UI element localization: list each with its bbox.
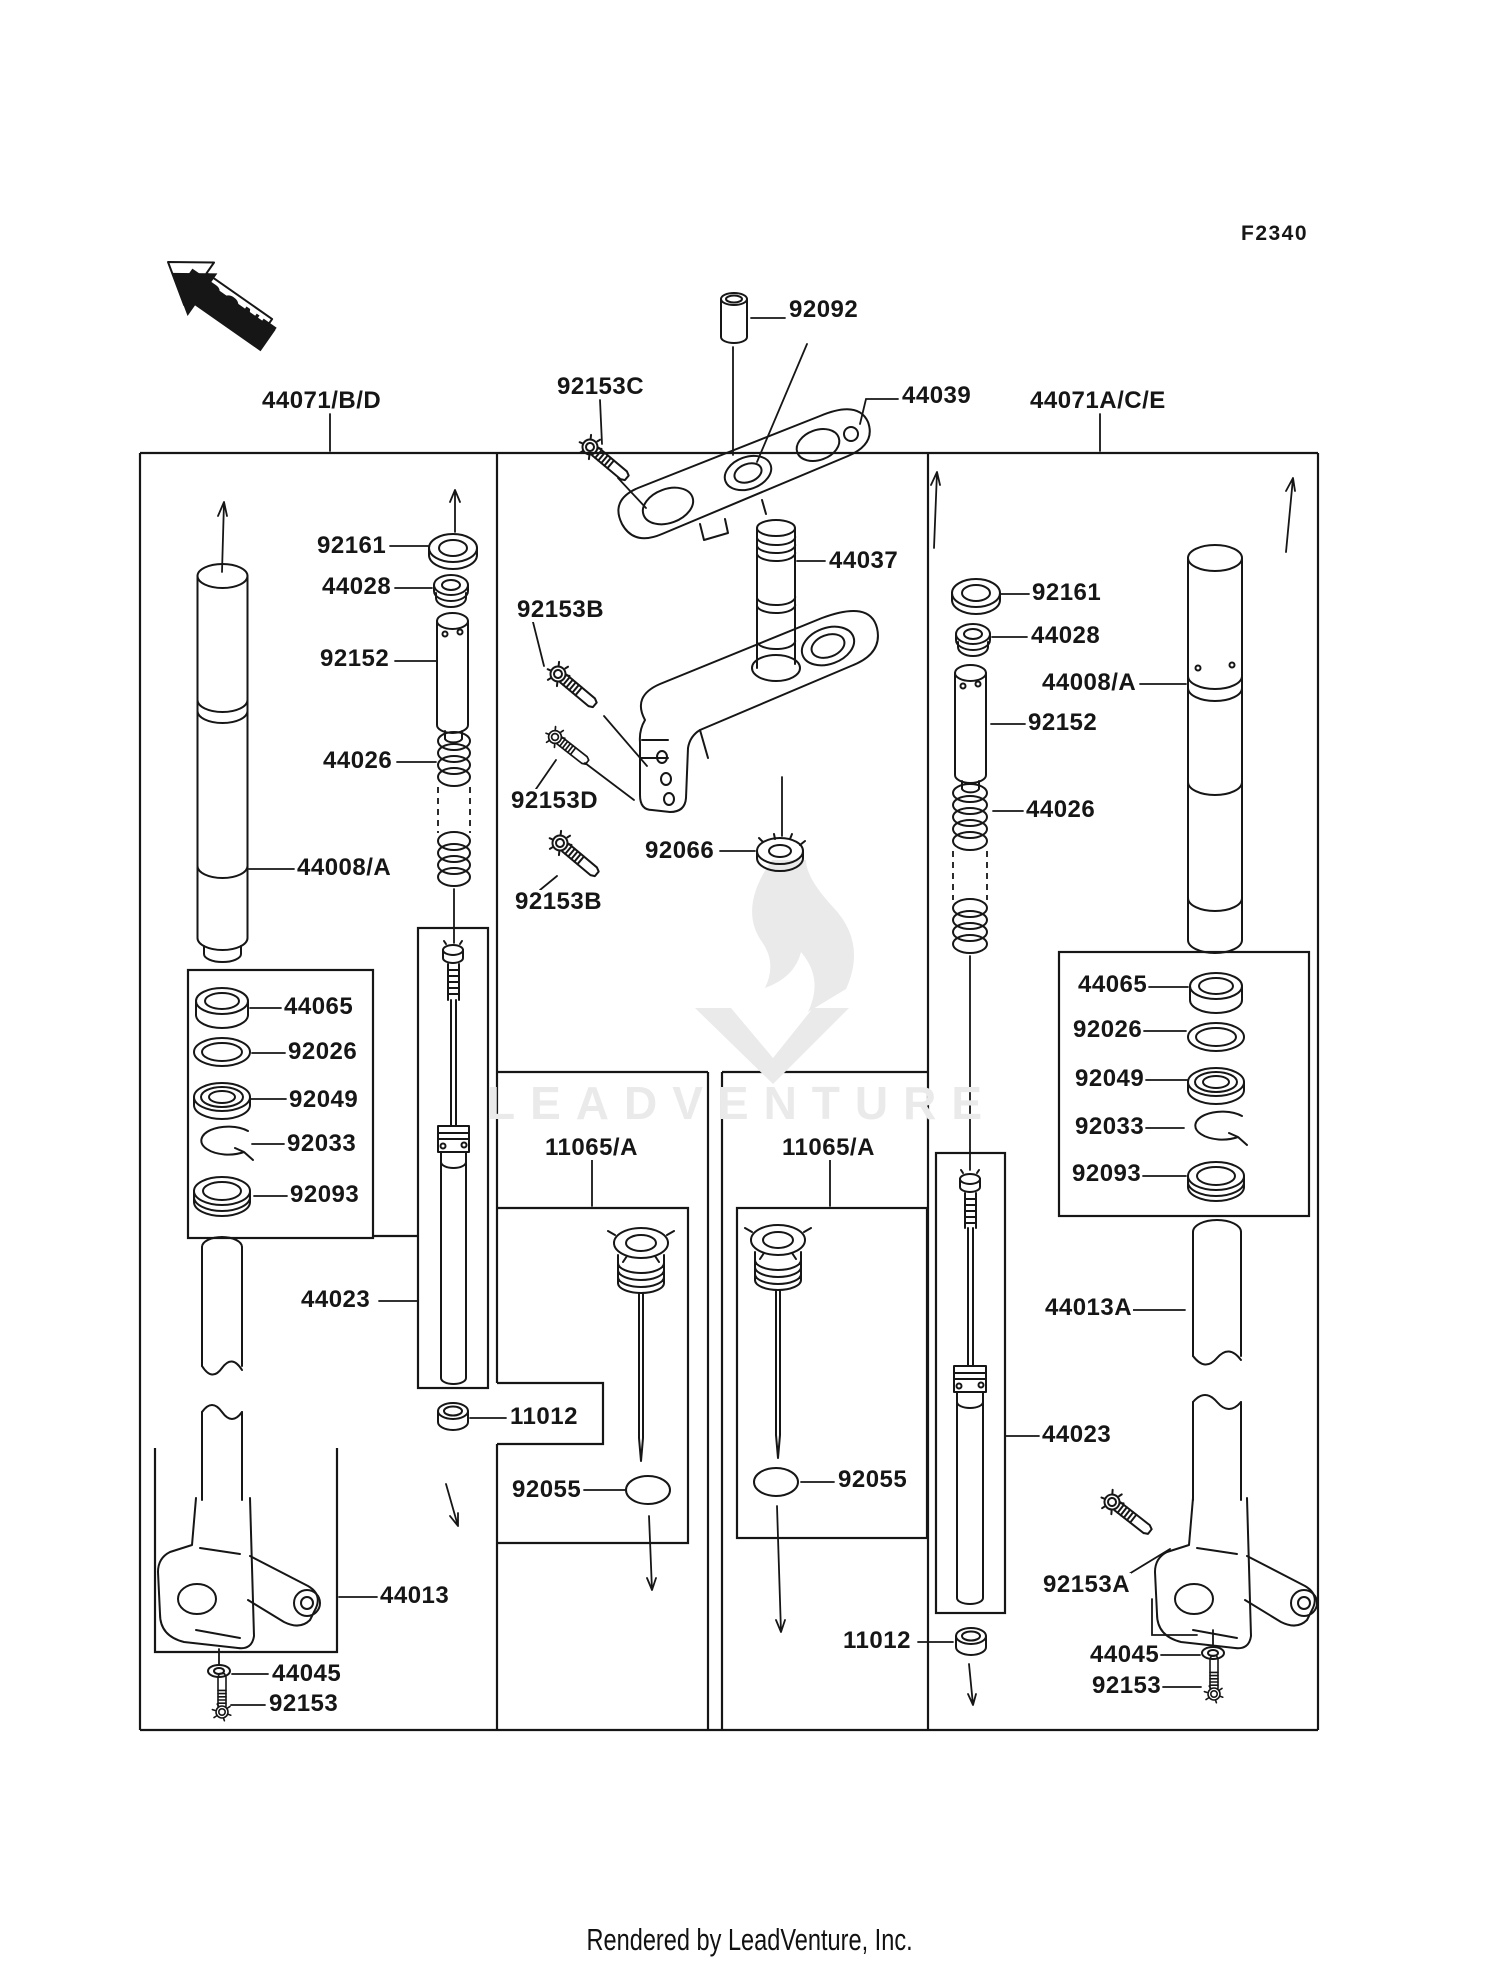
part-label-44045-r: 44045 [1090, 1641, 1160, 1668]
leadventure-watermark-text: LEADVENTURE [487, 1077, 998, 1129]
part-label-92066: 92066 [645, 837, 715, 864]
part-label-92026-l: 92026 [288, 1038, 358, 1065]
part-label-92153-r: 92153 [1092, 1672, 1162, 1699]
part-label-11065a-r: 11065/A [782, 1134, 875, 1161]
part-label-92092: 92092 [789, 296, 859, 323]
part-label-92152-r: 92152 [1028, 709, 1098, 736]
part-label-92049-r: 92049 [1075, 1065, 1145, 1092]
part-label-44013: 44013 [380, 1582, 450, 1609]
part-label-44023-l: 44023 [301, 1286, 371, 1313]
part-label-44023-r: 44023 [1042, 1421, 1112, 1448]
footer [0, 1922, 1500, 1958]
footer-credit-text: Rendered by LeadVenture, Inc. [586, 1922, 914, 1957]
part-label-44039: 44039 [902, 382, 972, 409]
part-label-44028-r: 44028 [1031, 622, 1101, 649]
part-label-92161-l: 92161 [317, 532, 387, 559]
figure-code: F2340 [1241, 222, 1309, 245]
part-label-92161-r: 92161 [1032, 579, 1102, 606]
part-label-92093-r: 92093 [1072, 1160, 1142, 1187]
part-label-92153b-1: 92153B [517, 596, 605, 623]
part-label-92033-l: 92033 [287, 1130, 357, 1157]
part-label-92153-l: 92153 [269, 1690, 339, 1717]
part-label-11065a-l: 11065/A [545, 1134, 638, 1161]
part-label-11012-r: 11012 [843, 1627, 911, 1654]
part-label-44013a: 44013A [1045, 1294, 1133, 1321]
part-label-44008a-l: 44008/A [297, 854, 392, 881]
part-label-92026-r: 92026 [1073, 1016, 1143, 1043]
part-label-44065-r: 44065 [1078, 971, 1148, 998]
part-label-44028-l: 44028 [322, 573, 392, 600]
part-label-44008a-r: 44008/A [1042, 669, 1137, 696]
part-label-92033-r: 92033 [1075, 1113, 1145, 1140]
part-label-11012-l: 11012 [510, 1403, 578, 1430]
part-label-44071-ace: 44071A/C/E [1030, 387, 1166, 414]
part-label-44045-l: 44045 [272, 1660, 342, 1687]
part-label-92055-l: 92055 [512, 1476, 582, 1503]
part-label-92152-l: 92152 [320, 645, 390, 672]
part-label-44071-bd: 44071/B/D [262, 387, 382, 414]
part-label-44037: 44037 [829, 547, 899, 574]
part-label-44065-l: 44065 [284, 993, 354, 1020]
part-label-92153d: 92153D [511, 787, 599, 814]
part-label-92153c: 92153C [557, 373, 645, 400]
part-label-92055-r: 92055 [838, 1466, 908, 1493]
part-label-92093-l: 92093 [290, 1181, 360, 1208]
part-label-92153a: 92153A [1043, 1571, 1131, 1598]
part-label-92049-l: 92049 [289, 1086, 359, 1113]
part-label-44026-l: 44026 [323, 747, 393, 774]
front-badge-text: FRONT [176, 263, 283, 350]
part-label-92153b-2: 92153B [515, 888, 603, 915]
part-label-44026-r: 44026 [1026, 796, 1096, 823]
